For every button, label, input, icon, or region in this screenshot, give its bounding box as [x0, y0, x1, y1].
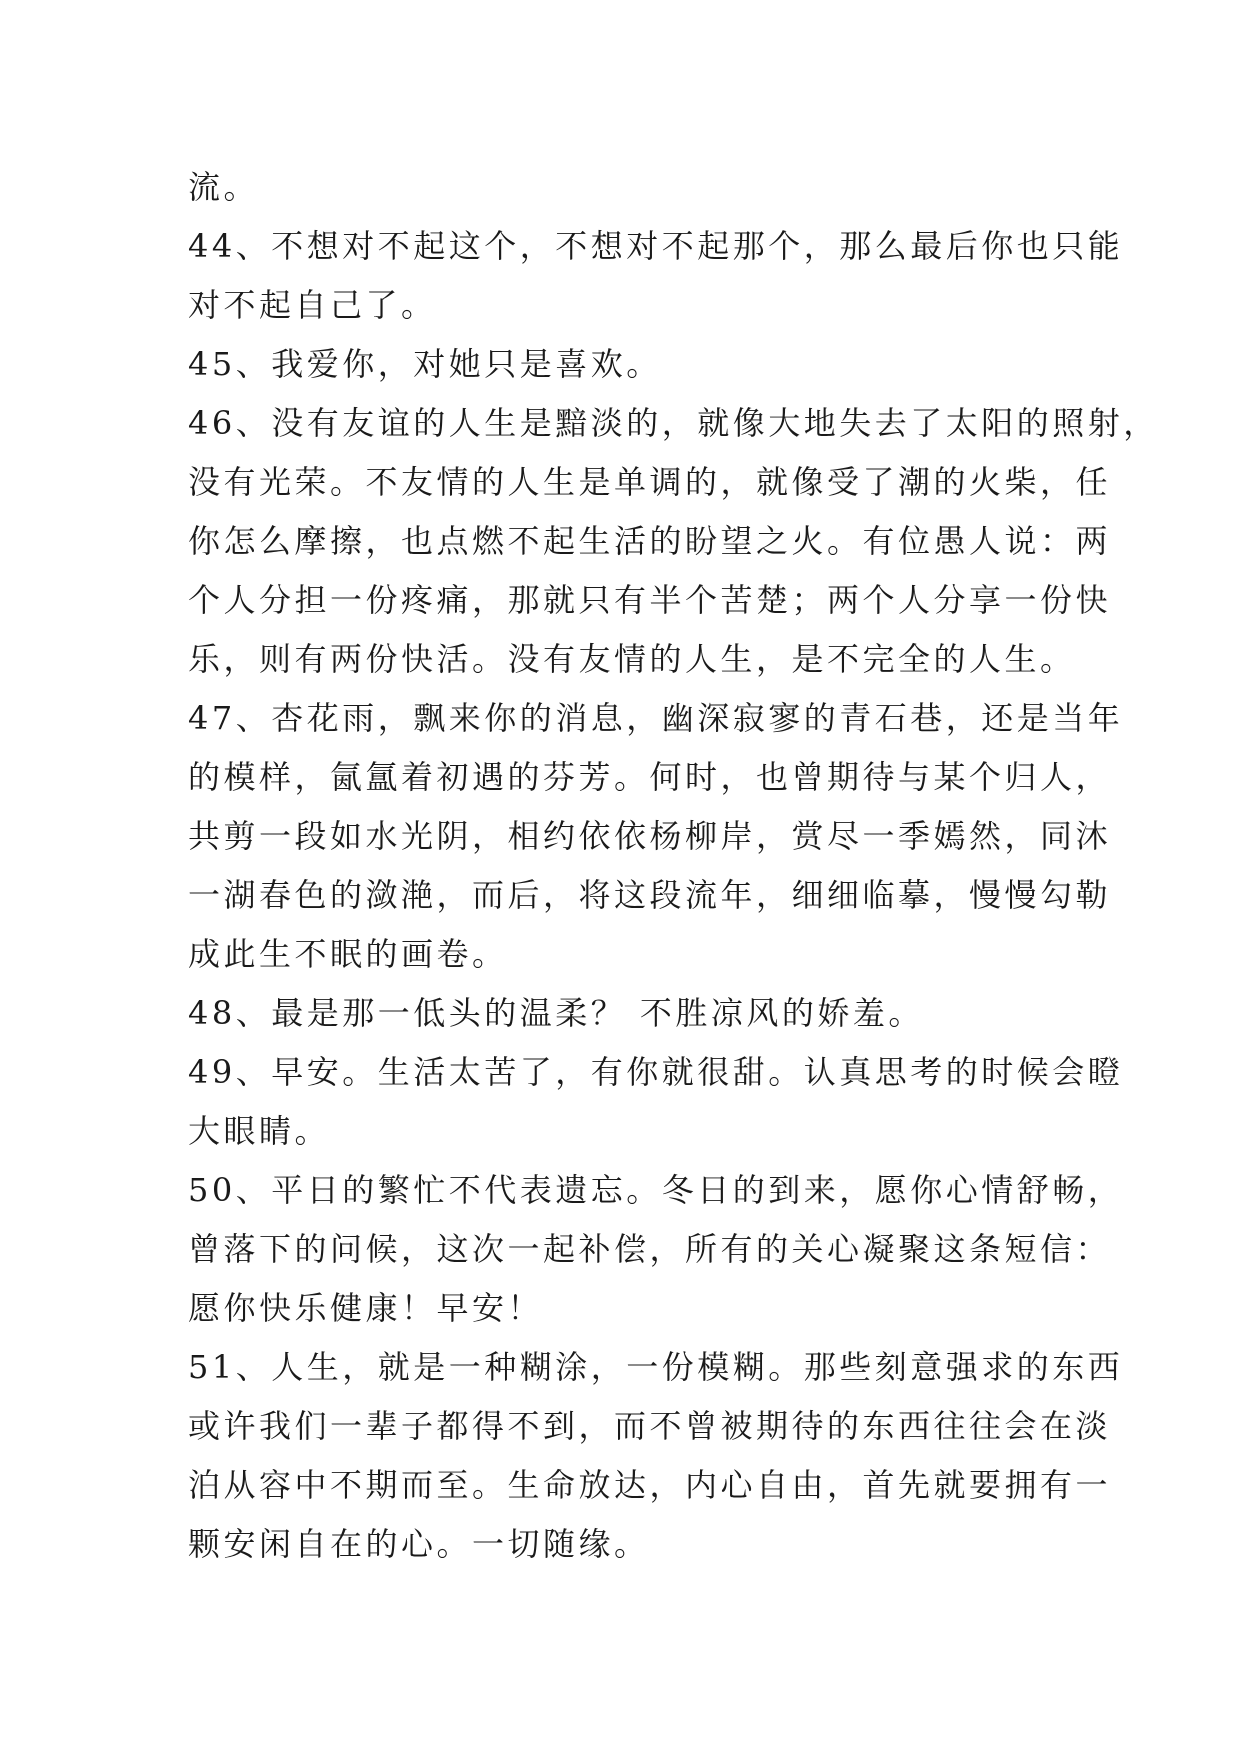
text-line: 或许我们一辈子都得不到，而不曾被期待的东西往往会在淡 [188, 1407, 1112, 1445]
text-line: 乐，则有两份快活。没有友情的人生，是不完全的人生。 [188, 640, 1076, 678]
text-line: 个人分担一份疼痛，那就只有半个苦楚；两个人分享一份快 [188, 581, 1112, 619]
text-line: 泊从容中不期而至。生命放达，内心自由，首先就要拥有一 [188, 1466, 1112, 1504]
text-line: 45、我爱你，对她只是喜欢。 [188, 345, 662, 383]
text-line: 流。 [188, 168, 260, 206]
text-line: 47、杏花雨，飘来你的消息，幽深寂寥的青石巷，还是当年 [188, 699, 1124, 737]
text-line: 愿你快乐健康！早安！ [188, 1289, 544, 1327]
text-line: 46、没有友谊的人生是黯淡的，就像大地失去了太阳的照射， [188, 404, 1159, 442]
text-line: 51、人生，就是一种糊涂，一份模糊。那些刻意强求的东西 [188, 1348, 1124, 1386]
text-line: 的模样，氤氲着初遇的芬芳。何时，也曾期待与某个归人， [188, 758, 1112, 796]
text-line: 49、早安。生活太苦了，有你就很甜。认真思考的时候会瞪 [188, 1053, 1124, 1091]
text-line: 颗安闲自在的心。一切随缘。 [188, 1525, 650, 1563]
text-line: 48、最是那一低头的温柔？ 不胜凉风的娇羞。 [188, 994, 924, 1032]
text-line: 成此生不眠的画卷。 [188, 935, 508, 973]
document-text-block [188, 158, 1159, 1574]
text-line: 你怎么摩擦，也点燃不起生活的盼望之火。有位愚人说：两 [188, 522, 1112, 560]
text-line: 50、平日的繁忙不代表遗忘。冬日的到来，愿你心情舒畅， [188, 1171, 1124, 1209]
text-line: 没有光荣。不友情的人生是单调的，就像受了潮的火柴，任 [188, 463, 1112, 501]
text-line: 大眼睛。 [188, 1112, 331, 1150]
text-line: 共剪一段如水光阴，相约依依杨柳岸，赏尽一季嫣然，同沐 [188, 817, 1112, 855]
text-line: 一湖春色的潋滟，而后，将这段流年，细细临摹，慢慢勾勒 [188, 876, 1112, 914]
text-line: 对不起自己了。 [188, 286, 437, 324]
text-line: 44、不想对不起这个，不想对不起那个，那么最后你也只能 [188, 227, 1124, 265]
text-line: 曾落下的问候，这次一起补偿，所有的关心凝聚这条短信： [188, 1230, 1112, 1268]
